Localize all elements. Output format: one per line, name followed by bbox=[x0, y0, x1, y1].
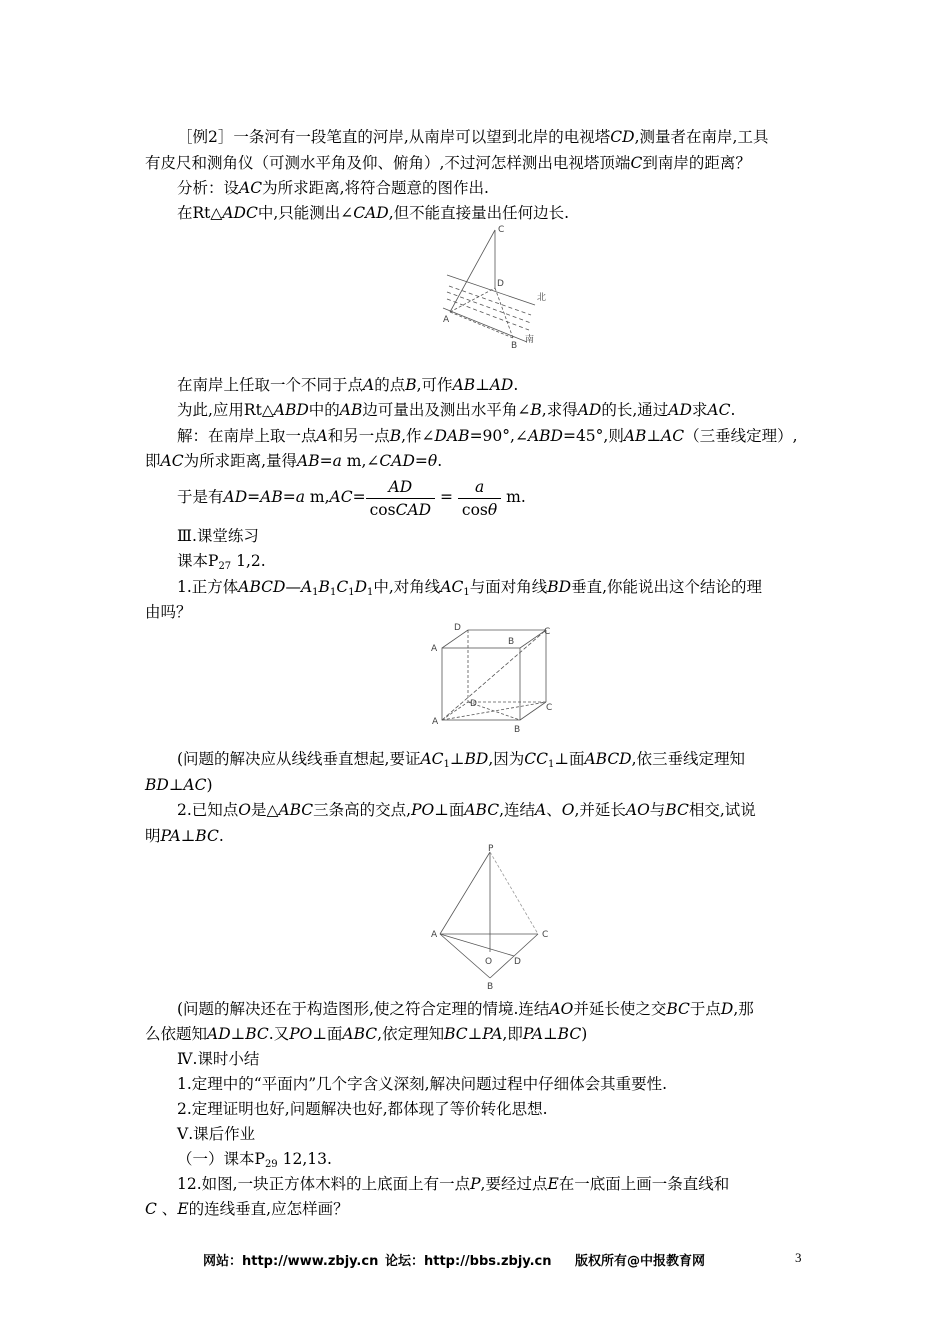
fig2-label-B1: B bbox=[508, 637, 515, 647]
fig2-label-D1: D bbox=[454, 623, 461, 633]
solution-line1: 解：在南岸上取一点A和另一点B,作∠DAB=90°,∠ABD=45°,则AB⊥AC（三垂线定理）, bbox=[177, 427, 798, 445]
fig2-label-D: D bbox=[470, 699, 477, 709]
page-number: 3 bbox=[795, 1250, 802, 1265]
fig1-label-north: 北 bbox=[537, 293, 547, 303]
example2-line6: 为此,应用Rt△ABD中的AB边可量出及测出水平角∠B,求得AD的长,通过AD求AC. bbox=[177, 401, 736, 419]
tetrahedron-figure bbox=[428, 842, 558, 992]
fraction-a-over-cos bbox=[458, 476, 501, 521]
question2-note-line1: (问题的解决还在于构造图形,使之符合定理的情境.连结AO并延长使之交BC于点D,那 bbox=[177, 1000, 754, 1018]
fig1-label-south: 南 bbox=[525, 335, 535, 345]
question1-note-line2: BD⊥AC) bbox=[145, 776, 213, 794]
fig2-label-A: A bbox=[432, 717, 439, 727]
footer-site-link[interactable]: 网站：http://www.zbjy.cn bbox=[203, 1254, 379, 1269]
question12-line2: C 、E的连线垂直,应怎样画？ bbox=[145, 1200, 349, 1218]
fraction-ad-over-cos bbox=[366, 476, 435, 521]
summary-item2: 2.定理证明也好,问题解决也好,都体现了等价转化思想. bbox=[177, 1100, 548, 1118]
question1-note-line1: (问题的解决应从线线垂直想起,要证$AC_1\perp BD$,因为$CC_1\perp$面ABCD,依三垂线定理知 bbox=[177, 750, 746, 770]
fig3-label-P: P bbox=[488, 844, 494, 854]
fig3-label-B: B bbox=[487, 982, 494, 992]
fig2-label-B: B bbox=[514, 725, 521, 735]
example2-line5: 在南岸上任取一个不同于点A的点B,可作AB⊥AD. bbox=[177, 376, 519, 394]
question2-note-line2: 么依题知AD⊥BC.又PO⊥面ABC,依定理知BC⊥PA,即PA⊥BC) bbox=[145, 1025, 588, 1043]
fig2-label-A1: A bbox=[431, 644, 438, 654]
question1-line1: 1.正方体$ABCD—A_1B_1C_1D_1$中,对角线$AC_1$与面对角线BD垂直,你能说出这个结论的理 bbox=[177, 578, 763, 598]
footer-forum-link[interactable]: 论坛：http://bbs.zbjy.cn bbox=[385, 1254, 552, 1269]
textbook-ref1: 课本$P_{27}$ 1,2. bbox=[177, 552, 266, 572]
fig1-label-D: D bbox=[497, 279, 504, 289]
analysis-line: 分析：设AC为所求距离,将符合题意的图作出. bbox=[177, 179, 489, 197]
question2-line1: 2.已知点O是△ABC三条高的交点,PO⊥面ABC,连结A、O,并延长AO与BC相交,试说 bbox=[177, 801, 756, 819]
question2-line2: 明PA⊥BC. bbox=[145, 827, 224, 845]
fraction1-denominator: cosCAD bbox=[369, 500, 432, 519]
river-tower-figure bbox=[435, 220, 555, 355]
fig1-label-C: C bbox=[498, 225, 505, 235]
fig2-label-C1: C bbox=[544, 627, 551, 637]
section4-heading: Ⅳ.课时小结 bbox=[177, 1050, 260, 1068]
question12-line1: 12.如图,一块正方体木料的上底面上有一点P,要经过点E在一底面上画一条直线和 bbox=[177, 1175, 730, 1193]
question1-line2: 由吗？ bbox=[145, 603, 192, 621]
fraction2-denominator: cosθ bbox=[461, 500, 498, 519]
footer-copyright: 版权所有@中报教育网 bbox=[575, 1254, 706, 1269]
fraction2-numerator: a bbox=[458, 476, 501, 499]
textbook-ref2: （一）课本$P_{29}$ 12,13. bbox=[177, 1150, 332, 1170]
fig2-label-C: C bbox=[546, 703, 553, 713]
fig1-label-B: B bbox=[511, 341, 518, 351]
section3-heading: Ⅲ.课堂练习 bbox=[177, 527, 259, 545]
example2-line1: ［例2］一条河有一段笔直的河岸,从南岸可以望到北岸的电视塔CD,测量者在南岸,工具 bbox=[177, 128, 769, 146]
section5-heading: Ⅴ.课后作业 bbox=[177, 1125, 256, 1143]
fraction1-numerator: AD bbox=[366, 476, 435, 499]
fig3-label-A: A bbox=[431, 930, 438, 940]
fig3-label-O: O bbox=[485, 957, 493, 967]
rt-triangle-line: 在Rt△ADC中,只能测出∠CAD,但不能直接量出任何边长. bbox=[177, 204, 570, 222]
fig3-label-D: D bbox=[514, 957, 521, 967]
fig1-label-A: A bbox=[443, 315, 450, 325]
example2-line2: 有皮尺和测角仪（可测水平角及仰、俯角）,不过河怎样测出电视塔顶端C到南岸的距离？ bbox=[145, 154, 751, 172]
cube-figure bbox=[428, 620, 560, 738]
formula-suffix: m. bbox=[501, 488, 526, 506]
summary-item1: 1.定理中的“平面内”几个字含义深刻,解决问题过程中仔细体会其重要性. bbox=[177, 1075, 667, 1093]
fig3-label-C: C bbox=[542, 930, 549, 940]
solution-line2: 即AC为所求距离,量得AB=a m,∠CAD=θ. bbox=[145, 452, 443, 470]
formula-line: 于是有AD=AB=a m,AC= $\frac{AD}{\text{cosCAD}}$ = $\frac{a}{\cos\theta}$ m. bbox=[177, 477, 526, 519]
